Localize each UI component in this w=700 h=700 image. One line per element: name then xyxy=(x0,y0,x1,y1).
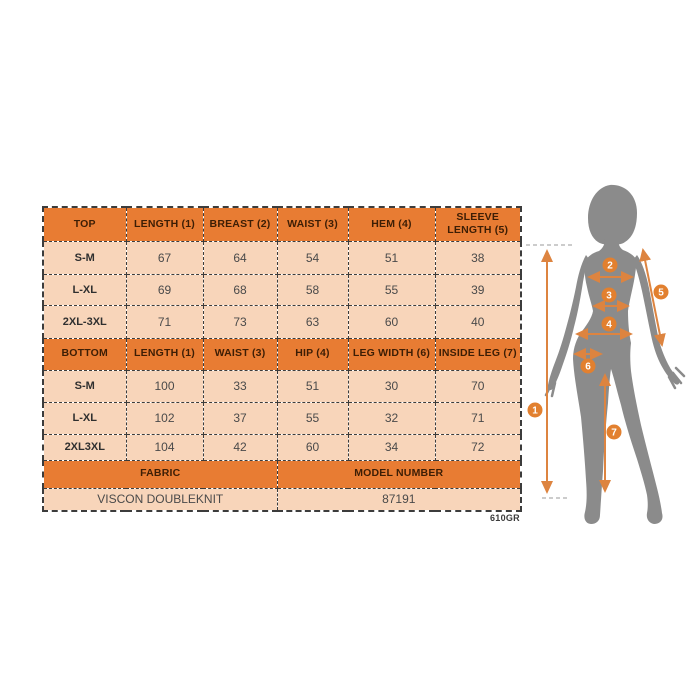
value-cell: 51 xyxy=(277,370,348,402)
size-cell: L-XL xyxy=(43,274,126,305)
value-cell: 102 xyxy=(126,402,203,434)
value-cell: 51 xyxy=(348,241,435,274)
header-cell-leg-width: LEG WIDTH (6) xyxy=(348,338,435,370)
weight-footnote: 610GR xyxy=(489,513,520,523)
value-cell: 40 xyxy=(435,305,521,338)
value-cell: 39 xyxy=(435,274,521,305)
marker-4-badge xyxy=(602,317,617,332)
size-cell: 2XL3XL xyxy=(43,434,126,460)
fabric-value-cell: VISCON DOUBLEKNIT xyxy=(43,488,277,511)
value-cell: 70 xyxy=(435,370,521,402)
table-row xyxy=(43,434,521,460)
model-number-value-cell: 87191 xyxy=(277,488,521,511)
info-header-row xyxy=(43,460,521,488)
size-cell: S-M xyxy=(43,370,126,402)
value-cell: 72 xyxy=(435,434,521,460)
value-cell: 34 xyxy=(348,434,435,460)
value-cell: 68 xyxy=(203,274,277,305)
marker-1-label: 1 xyxy=(532,405,538,417)
value-cell: 54 xyxy=(277,241,348,274)
value-cell: 38 xyxy=(435,241,521,274)
header-cell-waist: WAIST (3) xyxy=(277,207,348,241)
value-cell: 104 xyxy=(126,434,203,460)
marker-5-badge xyxy=(654,285,669,300)
value-cell: 60 xyxy=(277,434,348,460)
size-chart-table xyxy=(42,206,522,512)
header-cell-length: LENGTH (1) xyxy=(126,207,203,241)
value-cell: 64 xyxy=(203,241,277,274)
marker-5-label: 5 xyxy=(658,287,664,299)
header-cell-hip: HIP (4) xyxy=(277,338,348,370)
marker-6-label: 6 xyxy=(585,361,591,373)
value-cell: 33 xyxy=(203,370,277,402)
size-cell: 2XL-3XL xyxy=(43,305,126,338)
marker-2-label: 2 xyxy=(607,260,613,272)
value-cell: 100 xyxy=(126,370,203,402)
table-row xyxy=(43,370,521,402)
value-cell: 71 xyxy=(435,402,521,434)
info-value-row xyxy=(43,488,521,511)
header-cell-length: LENGTH (1) xyxy=(126,338,203,370)
header-cell-breast: BREAST (2) xyxy=(203,207,277,241)
marker-3-label: 3 xyxy=(606,290,612,302)
value-cell: 69 xyxy=(126,274,203,305)
header-cell-top: TOP xyxy=(43,207,126,241)
table-row xyxy=(43,305,521,338)
marker-7-label: 7 xyxy=(611,427,617,439)
bottom-header-row xyxy=(43,338,521,370)
measurement-figure xyxy=(525,175,700,525)
value-cell: 55 xyxy=(348,274,435,305)
value-cell: 60 xyxy=(348,305,435,338)
value-cell: 63 xyxy=(277,305,348,338)
table-row xyxy=(43,274,521,305)
header-cell-inside-leg: INSIDE LEG (7) xyxy=(435,338,521,370)
woman-silhouette xyxy=(546,185,684,524)
value-cell: 73 xyxy=(203,305,277,338)
marker-1-badge xyxy=(528,403,543,418)
value-cell: 58 xyxy=(277,274,348,305)
header-cell-bottom: BOTTOM xyxy=(43,338,126,370)
marker-3-badge xyxy=(602,288,617,303)
marker-6-badge xyxy=(581,359,596,374)
value-cell: 37 xyxy=(203,402,277,434)
value-cell: 55 xyxy=(277,402,348,434)
header-cell-model-number: MODEL NUMBER xyxy=(277,460,521,488)
marker-4-label: 4 xyxy=(606,319,612,331)
size-cell: L-XL xyxy=(43,402,126,434)
silhouette-head xyxy=(588,185,637,245)
value-cell: 71 xyxy=(126,305,203,338)
marker-2-badge xyxy=(603,258,618,273)
value-cell: 42 xyxy=(203,434,277,460)
size-cell: S-M xyxy=(43,241,126,274)
marker-7-badge xyxy=(607,425,622,440)
value-cell: 32 xyxy=(348,402,435,434)
top-header-row xyxy=(43,207,521,241)
header-cell-sleeve-length: SLEEVE LENGTH (5) xyxy=(435,207,521,241)
header-cell-fabric: FABRIC xyxy=(43,460,277,488)
header-cell-waist: WAIST (3) xyxy=(203,338,277,370)
table-row xyxy=(43,241,521,274)
value-cell: 67 xyxy=(126,241,203,274)
table-row xyxy=(43,402,521,434)
value-cell: 30 xyxy=(348,370,435,402)
header-cell-hem: HEM (4) xyxy=(348,207,435,241)
